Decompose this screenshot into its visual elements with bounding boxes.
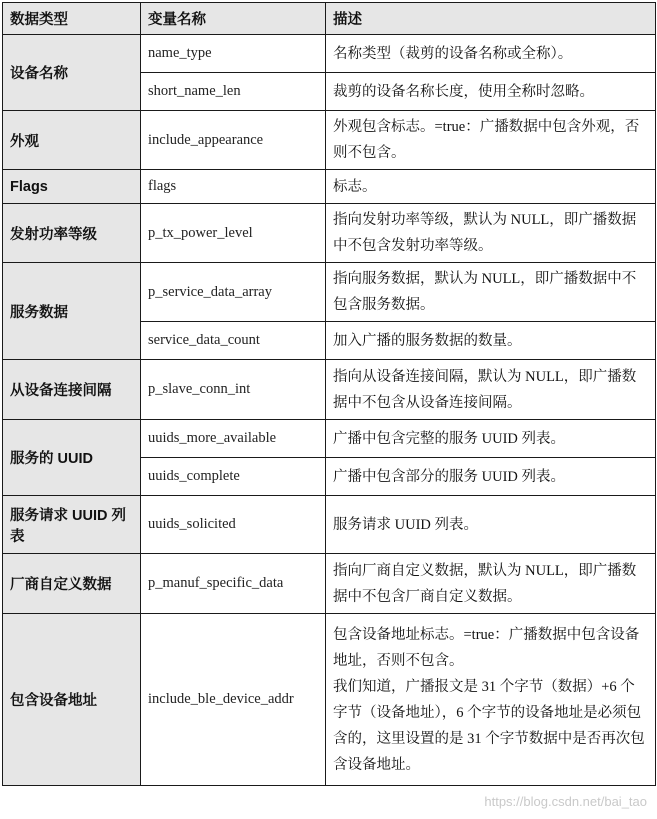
description-paragraph: 广播中包含部分的服务 UUID 列表。 [333,468,565,485]
data-type-cell: 服务的 UUID [3,420,141,496]
description-paragraph: 服务请求 UUID 列表。 [333,516,478,533]
variable-name-cell: p_service_data_array [141,263,326,322]
table-row [3,170,656,204]
data-type-cell: 服务数据 [3,263,141,360]
description-paragraph: 标志。 [333,178,377,195]
variable-name-cell: flags [141,170,326,204]
variable-name-cell: uuids_more_available [141,420,326,458]
description-cell [326,170,656,204]
description-paragraph: 指向厂商自定义数据，默认为 NULL，即广播数据中不包含厂商自定义数据。 [333,562,637,605]
watermark: https://blog.csdn.net/bai_tao [484,794,647,809]
description-paragraph: 外观包含标志。=true：广播数据中包含外观，否则不包含。 [333,119,640,161]
description-paragraph: 加入广播的服务数据的数量。 [333,332,522,349]
table-body [3,35,656,786]
table-row [3,420,656,458]
variable-name-cell: service_data_count [141,322,326,360]
description-paragraph: 指向从设备连接间隔，默认为 NULL，即广播数据中不包含从设备连接间隔。 [333,368,637,411]
data-type-cell: 服务请求 UUID 列表 [3,496,141,554]
description-cell [326,111,656,170]
description-cell [326,322,656,360]
header-variable-name: 变量名称 [141,3,326,35]
description-cell [326,420,656,458]
description-cell [326,204,656,263]
description-cell [326,73,656,111]
variable-name-cell: uuids_complete [141,458,326,496]
table-row [3,614,656,786]
description-paragraph: 广播中包含完整的服务 UUID 列表。 [333,430,565,447]
description-paragraph: 包含设备地址标志。=true：广播数据中包含设备地址，否则不包含。 [333,626,640,669]
variable-name-cell: include_ble_device_addr [141,614,326,786]
table-row [3,263,656,322]
description-paragraph: 名称类型（裁剪的设备名称或全称）。 [333,45,573,62]
table-row [3,204,656,263]
table-row [3,554,656,614]
data-type-cell: Flags [3,170,141,204]
variable-name-cell: short_name_len [141,73,326,111]
description-cell [326,263,656,322]
table-header-row [3,3,656,35]
table-row [3,35,656,73]
header-data-type: 数据类型 [3,3,141,35]
header-description: 描述 [326,3,656,35]
data-type-cell: 设备名称 [3,35,141,111]
data-type-cell: 从设备连接间隔 [3,360,141,420]
data-type-cell: 发射功率等级 [3,204,141,263]
variable-name-cell: p_tx_power_level [141,204,326,263]
description-paragraph: 指向发射功率等级，默认为 NULL，即广播数据中不包含发射功率等级。 [333,212,637,254]
data-type-cell: 包含设备地址 [3,614,141,786]
variable-name-cell: uuids_solicited [141,496,326,554]
variable-name-cell: p_slave_conn_int [141,360,326,420]
description-cell [326,496,656,554]
table-row [3,360,656,420]
data-type-table [2,2,656,786]
variable-name-cell: name_type [141,35,326,73]
variable-name-cell: include_appearance [141,111,326,170]
data-type-cell: 厂商自定义数据 [3,554,141,614]
description-paragraph: 指向服务数据，默认为 NULL，即广播数据中不包含服务数据。 [333,271,637,313]
description-paragraph: 我们知道，广播报文是 31 个字节（数据）+6 个字节（设备地址），6 个字节的设备地址是必须包含的，这里设置的是 31 个字节数据中是否再次包含设备地址。 [333,678,645,773]
description-cell [326,458,656,496]
description-cell [326,360,656,420]
table-row [3,496,656,554]
data-type-cell: 外观 [3,111,141,170]
description-cell [326,35,656,73]
description-cell [326,614,656,786]
description-cell [326,554,656,614]
table-row [3,111,656,170]
variable-name-cell: p_manuf_specific_data [141,554,326,614]
description-paragraph: 裁剪的设备名称长度，使用全称时忽略。 [333,83,594,100]
